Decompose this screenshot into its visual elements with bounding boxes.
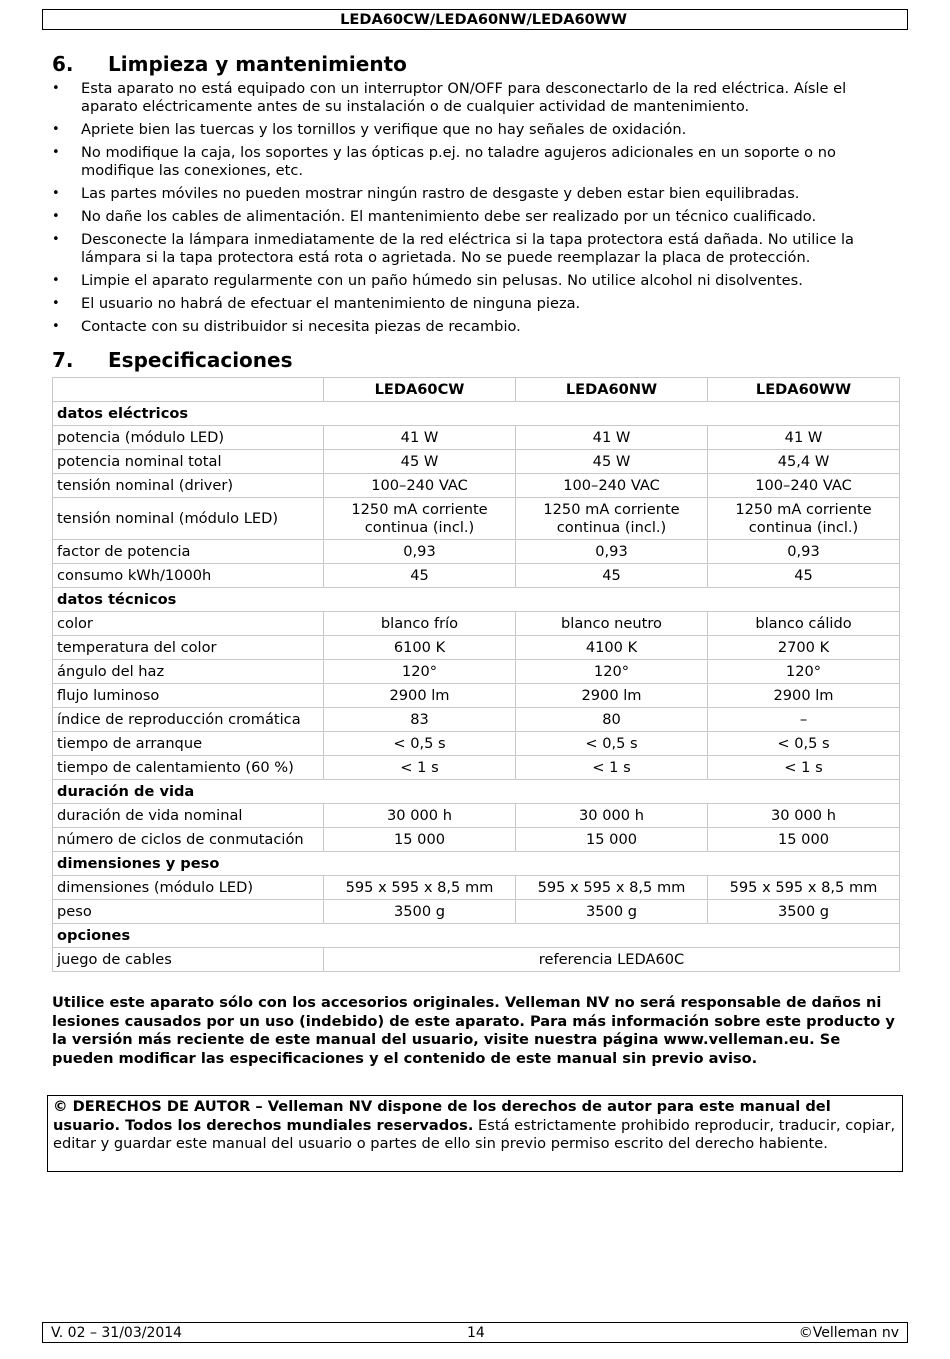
copyright-text: Está estrictamente prohibido reproducir, traducir, copiar, editar y guardar este manual del usuario o partes de ello sin previo permiso escrito del derecho habiente. [53,1116,896,1152]
table-row [53,876,900,900]
table-row [53,828,900,852]
table-cell: 595 x 595 x 8,5 mm [516,876,708,900]
copyright-box [47,1095,903,1172]
table-cell: blanco frío [324,612,516,636]
table-cell: 45 [516,564,708,588]
table-cell: 15 000 [324,828,516,852]
table-cell: 45 [708,564,900,588]
table-cell: 0,93 [708,540,900,564]
table-cell: 2700 K [708,636,900,660]
row-label: potencia (módulo LED) [53,426,324,450]
header-title: LEDA60CW/LEDA60NW/LEDA60WW [340,11,627,28]
table-row [53,732,900,756]
table-cell: 30 000 h [708,804,900,828]
table-row [53,660,900,684]
list-item: • El usuario no habrá de efectuar el mantenimiento de ninguna pieza. [52,295,902,313]
row-label: color [53,612,324,636]
table-cell: – [708,708,900,732]
table-group-row [53,402,900,426]
section-6-title: Limpieza y mantenimiento [108,52,407,76]
table-row [53,684,900,708]
usage-notice: Utilice este aparato sólo con los accesorios originales. Velleman NV no será responsable de daños ni lesiones causados por un uso (indebido) de este aparato. Para más información sobre este producto y la versión más reciente de este manual del usuario, visite nuestra página www.velleman.eu. Se pueden modificar las especificaciones y el contenido de este manual sin previo aviso. [52,994,895,1067]
table-header-row [53,378,900,402]
row-label: duración de vida nominal [53,804,324,828]
table-cell: < 0,5 s [708,732,900,756]
table-row [53,636,900,660]
row-label: factor de potencia [53,540,324,564]
table-group-row [53,924,900,948]
row-label: tiempo de calentamiento (60 %) [53,756,324,780]
table-row [53,450,900,474]
table-cell: 15 000 [708,828,900,852]
table-cell: < 1 s [708,756,900,780]
section-7-title: Especificaciones [108,348,293,372]
column-header: LEDA60NW [516,378,708,402]
column-header: LEDA60WW [708,378,900,402]
table-row [53,708,900,732]
table-cell: < 0,5 s [516,732,708,756]
table-group-row [53,852,900,876]
row-label: consumo kWh/1000h [53,564,324,588]
table-cell: 120° [708,660,900,684]
table-cell: 80 [516,708,708,732]
group-label: duración de vida [53,780,900,804]
table-cell: 45 W [324,450,516,474]
table-cell: 83 [324,708,516,732]
row-label: ángulo del haz [53,660,324,684]
row-label: peso [53,900,324,924]
footer-version: V. 02 – 31/03/2014 [51,1325,183,1341]
table-cell: < 1 s [516,756,708,780]
footer-page-number: 14 [467,1325,485,1341]
row-label: flujo luminoso [53,684,324,708]
copyright-bold-text: © DERECHOS DE AUTOR – Velleman NV dispone de los derechos de autor para este manual del usuario. Todos los derechos mundiales reservados. [53,1098,831,1134]
table-cell: 100–240 VAC [516,474,708,498]
section-7-number: 7. [52,348,74,372]
table-cell: 1250 mA corriente continua (incl.) [324,498,516,540]
row-label: número de ciclos de conmutación [53,828,324,852]
table-cell: 1250 mA corriente continua (incl.) [708,498,900,540]
table-row [53,474,900,498]
row-label: juego de cables [53,948,324,972]
table-cell: 41 W [324,426,516,450]
row-label: tensión nominal (módulo LED) [53,498,324,540]
table-cell: 2900 lm [324,684,516,708]
table-cell: 30 000 h [324,804,516,828]
table-cell: 45 W [516,450,708,474]
table-cell: 45,4 W [708,450,900,474]
specifications-table-body [53,378,900,972]
table-cell: 3500 g [324,900,516,924]
table-cell: 6100 K [324,636,516,660]
table-cell: 41 W [516,426,708,450]
table-group-row [53,588,900,612]
list-item: • Las partes móviles no pueden mostrar ningún rastro de desgaste y deben estar bien equilibradas. [52,185,902,203]
table-cell: 2900 lm [708,684,900,708]
table-cell: < 0,5 s [324,732,516,756]
list-item: • Apriete bien las tuercas y los tornillos y verifique que no hay señales de oxidación. [52,121,902,139]
row-label: tiempo de arranque [53,732,324,756]
table-cell: 2900 lm [516,684,708,708]
table-cell: 41 W [708,426,900,450]
list-item: • Desconecte la lámpara inmediatamente de la red eléctrica si la tapa protectora está dañada. No utilice la lámpara si la tapa protectora está rota o agrietada. No se puede reemplazar la placa de protección. [52,231,902,267]
row-label: índice de reproducción cromática [53,708,324,732]
group-label: dimensiones y peso [53,852,900,876]
row-label: tensión nominal (driver) [53,474,324,498]
page-footer [42,1322,908,1343]
page-header [42,9,908,30]
list-item: • Limpie el aparato regularmente con un paño húmedo sin pelusas. No utilice alcohol ni disolventes. [52,272,902,290]
table-cell: 3500 g [516,900,708,924]
table-cell: 3500 g [708,900,900,924]
list-item: • No modifique la caja, los soportes y las ópticas p.ej. no taladre agujeros adicionales en un soporte o no modifique las conexiones, etc. [52,144,902,180]
footer-brand: ©Velleman nv [798,1325,899,1341]
group-label: opciones [53,924,900,948]
table-row [53,564,900,588]
table-cell: 30 000 h [516,804,708,828]
table-row [53,900,900,924]
table-cell: 0,93 [516,540,708,564]
table-cell: 1250 mA corriente continua (incl.) [516,498,708,540]
column-header: LEDA60CW [324,378,516,402]
table-cell: < 1 s [324,756,516,780]
table-row [53,540,900,564]
table-row [53,804,900,828]
group-label: datos eléctricos [53,402,900,426]
table-cell: 595 x 595 x 8,5 mm [708,876,900,900]
table-cell: 4100 K [516,636,708,660]
table-cell: blanco neutro [516,612,708,636]
table-row [53,426,900,450]
list-item: • Esta aparato no está equipado con un interruptor ON/OFF para desconectarlo de la red eléctrica. Aísle el aparato eléctricamente antes de su instalación o de cualquier actividad de mantenimiento. [52,80,902,116]
table-cell: 595 x 595 x 8,5 mm [324,876,516,900]
table-cell: 120° [516,660,708,684]
table-cell: 45 [324,564,516,588]
section-7-heading [52,348,293,372]
section-6-number: 6. [52,52,74,76]
row-label: potencia nominal total [53,450,324,474]
list-item: • No dañe los cables de alimentación. El mantenimiento debe ser realizado por un técnico cualificado. [52,208,902,226]
maintenance-list [52,80,902,341]
row-label: dimensiones (módulo LED) [53,876,324,900]
section-6-heading [52,52,407,76]
table-row [53,948,900,972]
table-cell: 100–240 VAC [708,474,900,498]
table-cell: 15 000 [516,828,708,852]
table-group-row [53,780,900,804]
specifications-table [52,377,900,972]
table-row [53,756,900,780]
table-cell: 120° [324,660,516,684]
table-corner-cell [53,378,324,402]
group-label: datos técnicos [53,588,900,612]
row-label: temperatura del color [53,636,324,660]
table-cell: 100–240 VAC [324,474,516,498]
table-cell: referencia LEDA60C [324,948,900,972]
table-row [53,612,900,636]
list-item: • Contacte con su distribuidor si necesita piezas de recambio. [52,318,902,336]
table-row [53,498,900,540]
table-cell: blanco cálido [708,612,900,636]
table-cell: 0,93 [324,540,516,564]
